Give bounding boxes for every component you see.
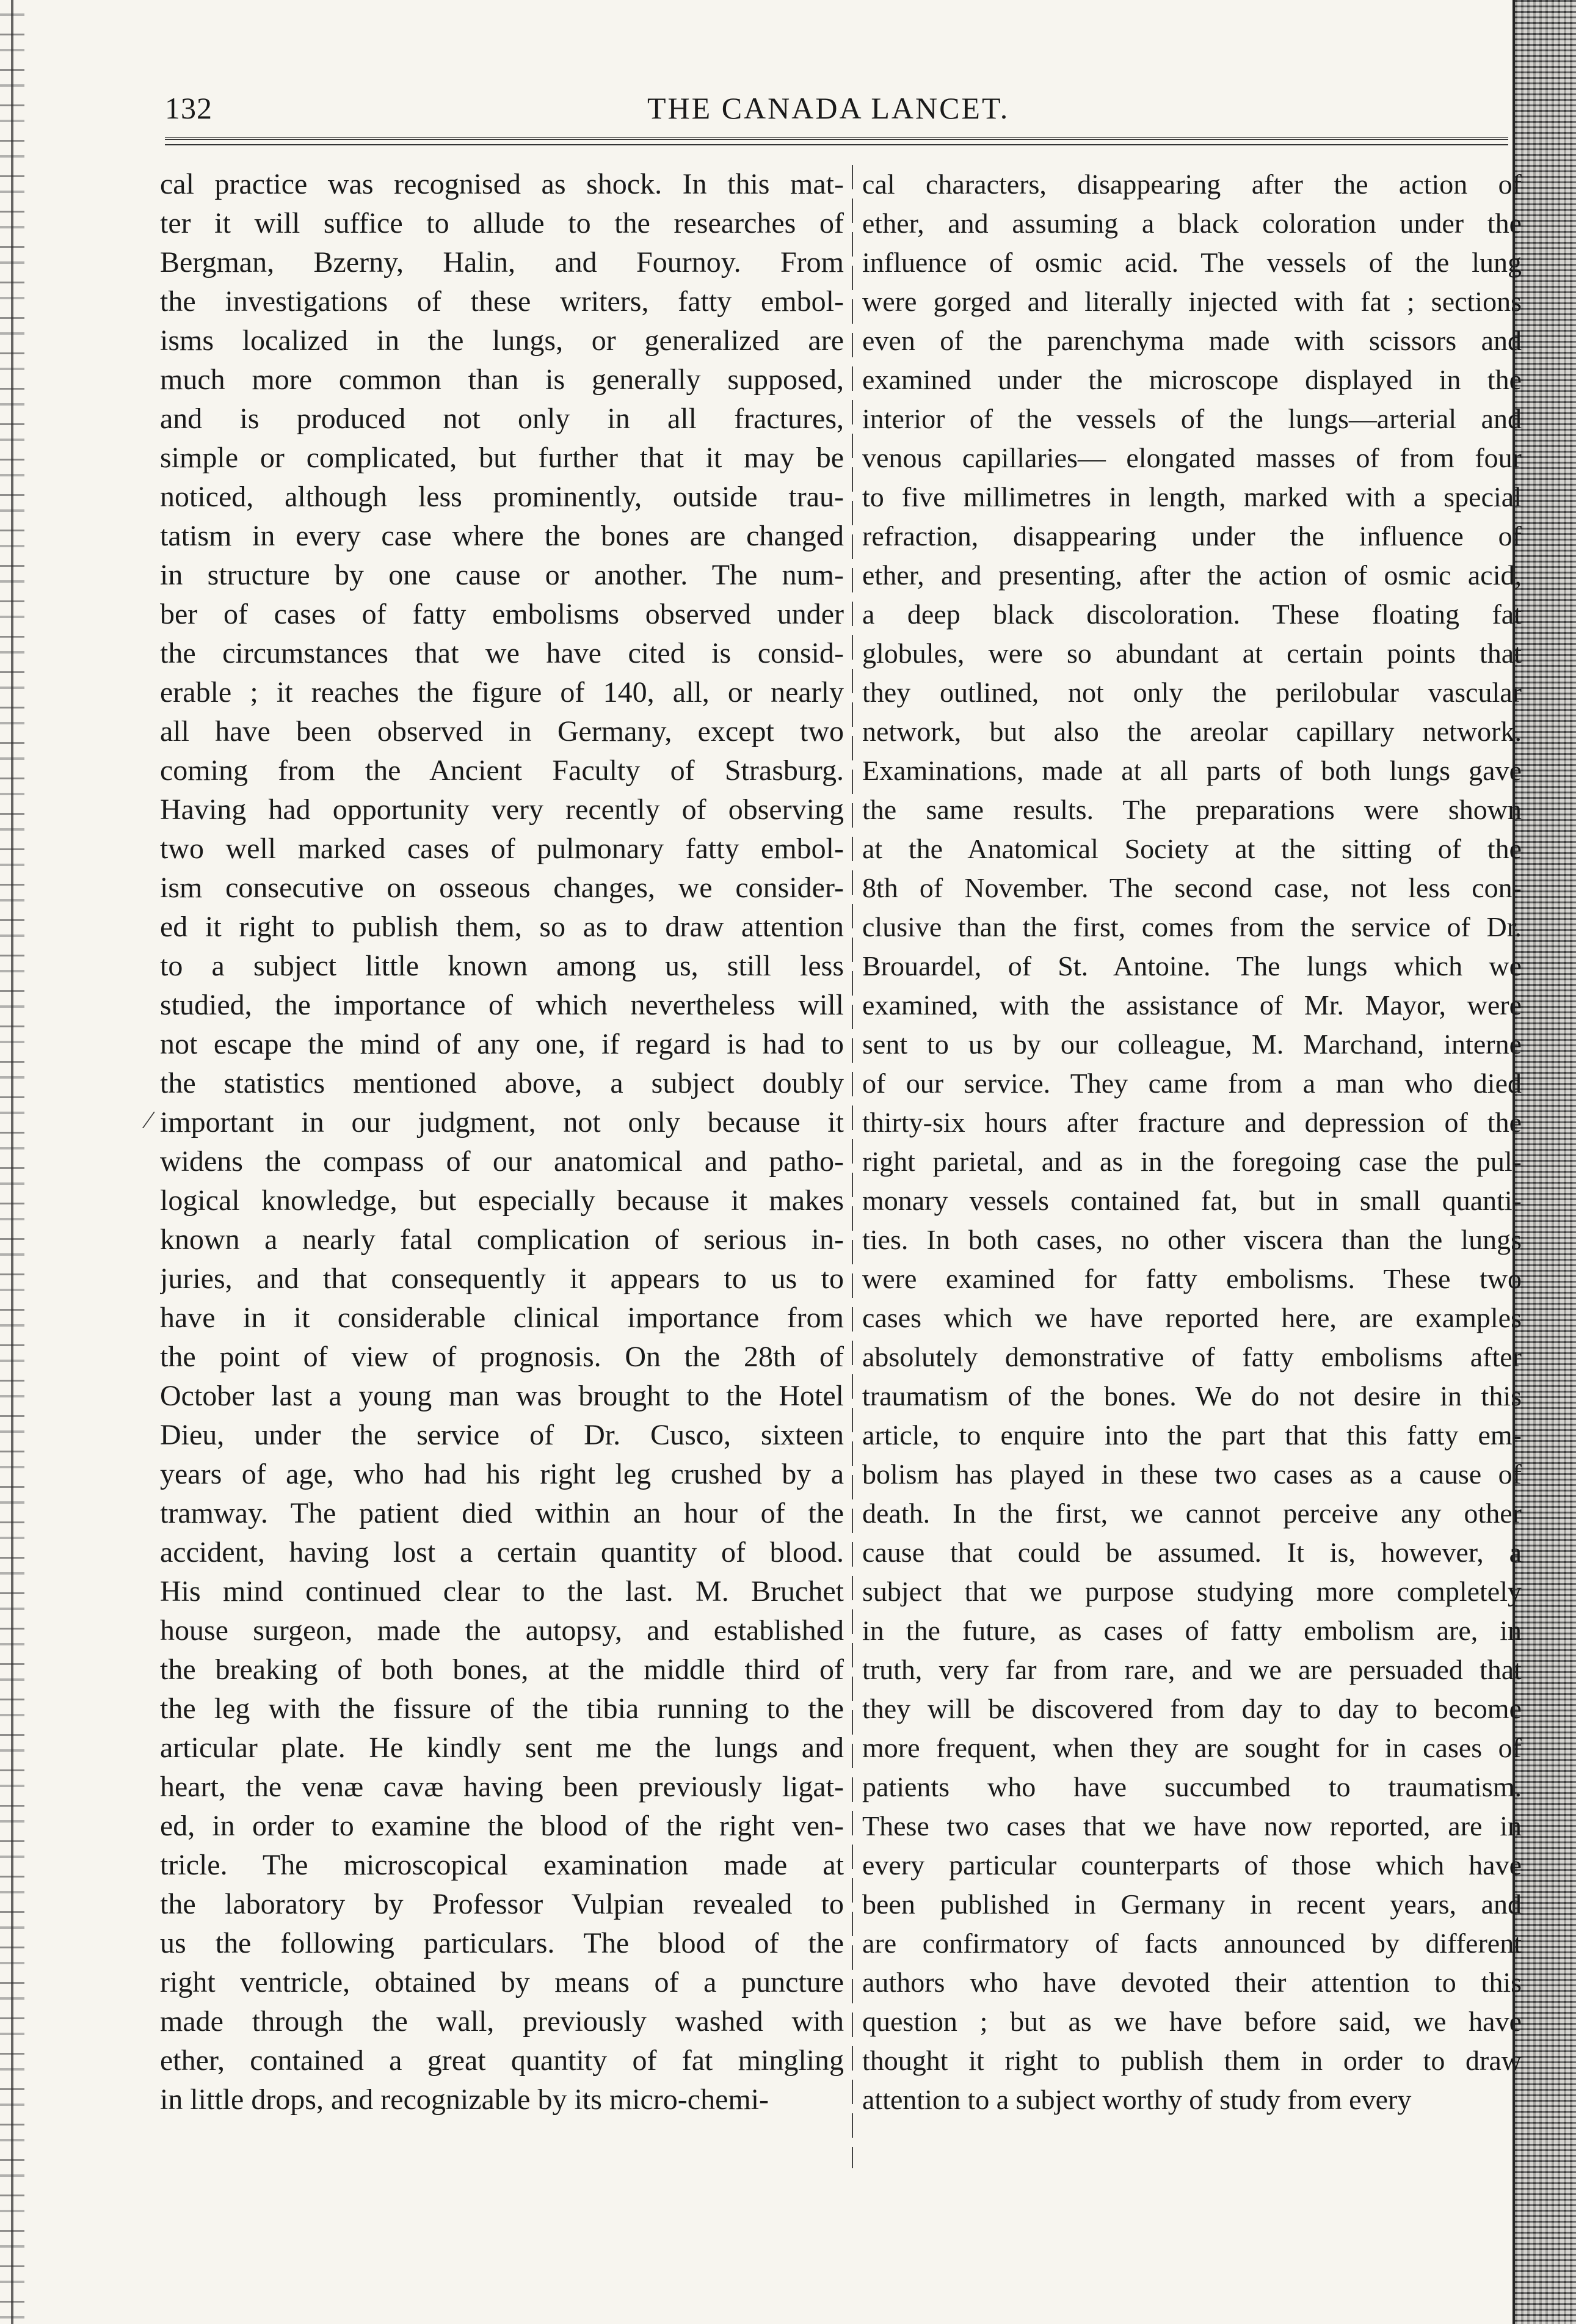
text-line: interior of the vessels of the lungs—arterial and [862,403,1522,434]
text-line: house surgeon, made the autopsy, and established [160,1614,844,1647]
text-line: globules, were so abundant at certain points that [862,638,1522,669]
text-line: studied, the importance of which nevertheless will [160,989,844,1021]
text-line: much more common than is generally supposed, [160,363,844,396]
text-line: in structure by one cause or another. The num- [160,559,844,591]
page-number: 132 [165,91,212,125]
text-line: cal practice was recognised as shock. In this mat- [160,168,844,200]
text-line: the laboratory by Professor Vulpian revealed to [160,1888,844,1920]
text-line: thirty-six hours after fracture and depression of the [862,1107,1522,1138]
text-line: thought it right to publish them in order to draw [862,2045,1522,2076]
text-line: more frequent, when they are sought for in cases of [862,1732,1522,1763]
text-line: attention to a subject worthy of study from every [862,2084,1412,2115]
text-line: all have been observed in Germany, except two [160,715,844,748]
text-line: October last a young man was brought to the Hotel [160,1380,844,1412]
text-line: tatism in every case where the bones are changed [160,520,844,552]
text-line: ether, and assuming a black coloration under the [862,208,1522,239]
text-line: were gorged and literally injected with fat ; sections [862,286,1522,317]
text-line: right parietal, and as in the foregoing case the pul- [862,1146,1522,1177]
text-line: known a nearly fatal complication of serious in- [160,1223,844,1256]
text-line: Brouardel, of St. Antoine. The lungs which we [862,950,1522,982]
text-line: Having had opportunity very recently of observing [160,793,844,826]
text-line: at the Anatomical Society at the sitting of the [862,833,1522,864]
text-line: ether, and presenting, after the action of osmic acid, [862,559,1522,591]
text-line: the investigations of these writers, fatty embol- [160,285,844,318]
text-line: ber of cases of fatty embolisms observed under [160,598,844,630]
text-line: not escape the mind of any one, if regard is had to [160,1028,844,1060]
text-line: the same results. The preparations were shown [862,794,1522,825]
text-line: the statistics mentioned above, a subject doubly [160,1067,844,1099]
text-line: two well marked cases of pulmonary fatty embol- [160,832,844,865]
text-line: question ; but as we have before said, we have [862,2006,1522,2037]
text-line: erable ; it reaches the figure of 140, all, or nearly [160,676,844,708]
text-line: tramway. The patient died within an hour of the [160,1497,844,1529]
text-line: have in it considerable clinical importance from [160,1302,844,1334]
text-line: truth, very far from rare, and we are persuaded that [862,1654,1522,1685]
text-line: death. In the first, we cannot perceive any other [862,1498,1522,1529]
text-line: authors who have devoted their attention to this [862,1967,1522,1998]
text-line: even of the parenchyma made with scissors and [862,325,1522,356]
text-line: examined, with the assistance of Mr. Mayor, were [862,989,1522,1021]
text-line: sent to us by our colleague, M. Marchand, interne [862,1029,1522,1060]
text-line: refraction, disappearing under the influence of [862,520,1522,552]
text-line: the circumstances that we have cited is consid- [160,637,844,669]
text-line: ism consecutive on osseous changes, we consider- [160,872,844,904]
text-line: bolism has played in these two cases as a cause of [862,1459,1522,1490]
page-header [165,86,1508,140]
column-divider [852,165,853,2168]
text-line: right ventricle, obtained by means of a puncture [160,1966,844,1998]
header-rule-lower [165,144,1508,145]
text-line: a deep black discoloration. These floating fat [862,599,1522,630]
text-line: us the following particulars. The blood of the [160,1927,844,1959]
text-line: clusive than the first, comes from the service of Dr. [862,911,1522,942]
text-line: the leg with the fissure of the tibia running to the [160,1692,844,1725]
text-line: ed, in order to examine the blood of the right ven- [160,1810,844,1842]
text-line: the breaking of both bones, at the middle third of [160,1653,844,1686]
left-margin-rule [11,0,13,2324]
text-line: monary vessels contained fat, but in small quanti- [862,1185,1522,1216]
text-line: juries, and that consequently it appears to us to [160,1262,844,1295]
text-line: noticed, although less prominently, outside trau- [160,481,844,513]
text-line: ties. In both cases, no other viscera than the lungs [862,1224,1522,1255]
text-line: to five millimetres in length, marked with a special [862,481,1522,512]
text-line: they outlined, not only the perilobular vascular [862,677,1522,708]
text-line: article, to enquire into the part that this fatty em- [862,1419,1522,1451]
text-line: in little drops, and recognizable by its micro-chemi- [160,2083,769,2116]
text-line: every particular counterparts of those which have [862,1849,1522,1881]
text-line: These two cases that we have now reported, are in [862,1810,1522,1841]
text-line: influence of osmic acid. The vessels of the lung [862,247,1522,278]
text-line: traumatism of the bones. We do not desire in this [862,1380,1522,1412]
running-head: THE CANADA LANCET. [647,91,1010,125]
text-line: isms localized in the lungs, or generalized are [160,324,844,357]
header-rule [165,137,1508,140]
text-line: coming from the Ancient Faculty of Strasburg. [160,754,844,787]
text-line: articular plate. He kindly sent me the lungs and [160,1732,844,1764]
text-line: venous capillaries— elongated masses of from four [862,442,1522,473]
text-line: cal characters, disappearing after the action of [862,169,1522,200]
text-line: 8th of November. The second case, not less con- [862,872,1522,903]
text-line: network, but also the areolar capillary network. [862,716,1522,747]
text-line: of our service. They came from a man who died [862,1068,1522,1099]
text-line: are confirmatory of facts announced by different [862,1928,1522,1959]
text-line: cause that could be assumed. It is, however, a [862,1537,1522,1568]
text-line: they will be discovered from day to day to become [862,1693,1522,1724]
margin-annotation-mark: ⁄ [147,1106,151,1134]
text-line: made through the wall, previously washed with [160,2005,844,2038]
text-line: ed it right to publish them, so as to draw attention [160,911,844,943]
text-line: to a subject little known among us, still less [160,950,844,982]
text-line: and is produced not only in all fractures, [160,403,844,435]
text-line: the point of view of prognosis. On the 28th of [160,1341,844,1373]
right-column [862,165,1522,2119]
text-line: important in our judgment, not only because it [160,1106,844,1138]
text-line: were examined for fatty embolisms. These two [862,1263,1522,1294]
text-line: cases which we have reported here, are examples [862,1302,1522,1333]
right-binding-edge [1515,0,1576,2324]
text-line: heart, the venæ cavæ having been previously ligat- [160,1771,844,1803]
text-line: logical knowledge, but especially because it makes [160,1184,844,1217]
text-line: examined under the microscope displayed in the [862,364,1522,395]
text-line: patients who have succumbed to traumatism. [862,1771,1522,1802]
text-line: ether, contained a great quantity of fat mingling [160,2044,844,2077]
text-line: widens the compass of our anatomical and patho- [160,1145,844,1178]
text-line: Bergman, Bzerny, Halin, and Fournoy. From [160,246,844,279]
text-line: subject that we purpose studying more completely [862,1576,1522,1607]
text-line: Examinations, made at all parts of both lungs gave [862,755,1522,786]
text-line: tricle. The microscopical examination made at [160,1849,844,1881]
text-line: years of age, who had his right leg crushed by a [160,1458,844,1490]
text-line: been published in Germany in recent years, and [862,1889,1522,1920]
text-line: absolutely demonstrative of fatty embolisms after [862,1341,1522,1372]
text-line: Dieu, under the service of Dr. Cusco, sixteen [160,1419,844,1451]
text-line: His mind continued clear to the last. M. Bruchet [160,1575,844,1608]
text-line: accident, having lost a certain quantity of blood. [160,1536,844,1568]
left-column [160,165,844,2119]
text-line: ter it will suffice to allude to the researches of [160,207,844,239]
text-line: simple or complicated, but further that it may be [160,442,844,474]
text-line: in the future, as cases of fatty embolism are, in [862,1615,1522,1646]
